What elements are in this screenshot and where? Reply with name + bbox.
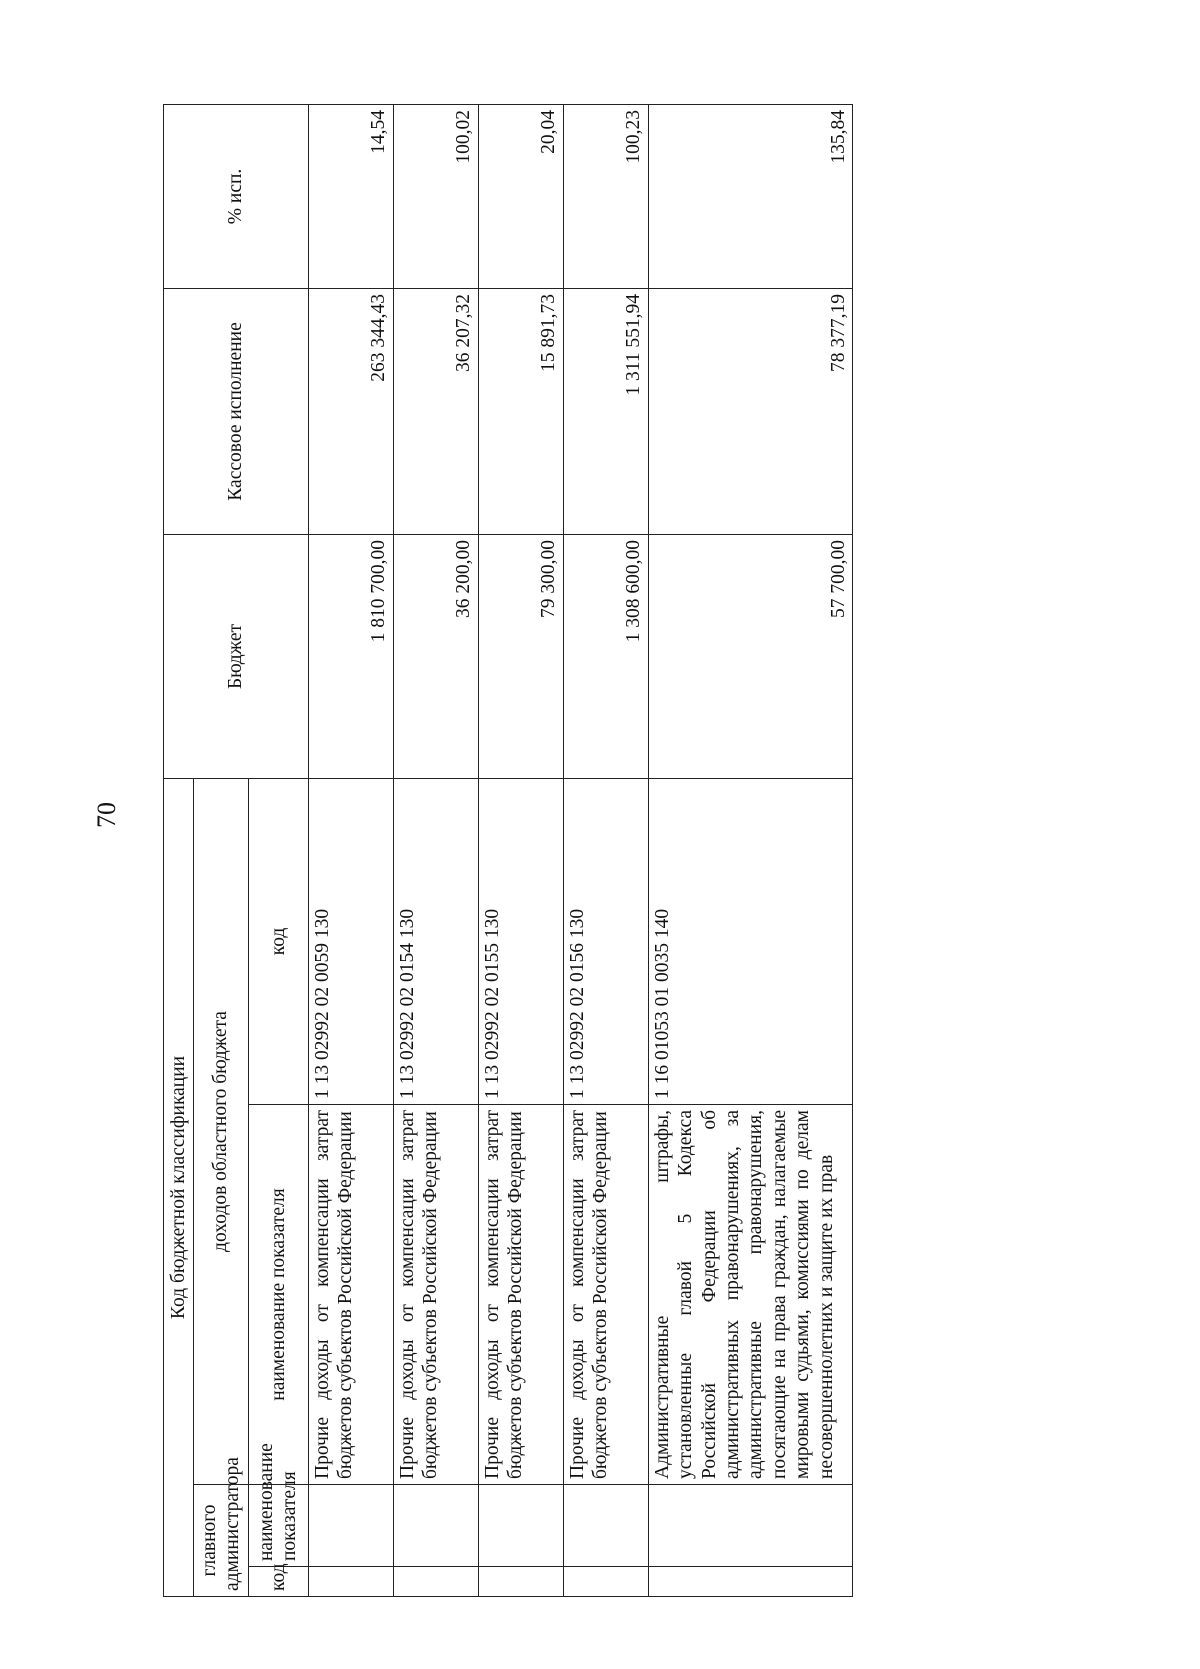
admin-code-cell	[308, 1567, 393, 1597]
admin-name-cell	[393, 1485, 478, 1567]
percent-cell: 20,04	[478, 104, 563, 288]
admin-code-cell	[478, 1567, 563, 1597]
budget-cell: 1 308 600,00	[563, 534, 648, 778]
budget-cell: 79 300,00	[478, 534, 563, 778]
admin-name-cell	[648, 1485, 852, 1567]
admin-code-cell	[648, 1567, 852, 1597]
admin-code-cell	[563, 1567, 648, 1597]
header-budget: Бюджет	[164, 534, 309, 778]
header-main-admin: главного администратора	[194, 1485, 249, 1597]
admin-name-cell	[308, 1485, 393, 1567]
header-classification: Код бюджетной классификации	[164, 778, 194, 1596]
header-indicator-name: наименование показателя	[249, 1105, 309, 1485]
page-number: 70	[92, 802, 121, 828]
execution-cell: 15 891,73	[478, 288, 563, 534]
budget-cell: 36 200,00	[393, 534, 478, 778]
execution-cell: 1 311 551,94	[563, 288, 648, 534]
income-code-cell: 1 16 01053 01 0035 140	[648, 778, 852, 1104]
table-row	[563, 104, 648, 1596]
admin-code-cell	[393, 1567, 478, 1597]
admin-name-cell	[563, 1485, 648, 1567]
execution-cell: 78 377,19	[648, 288, 852, 534]
budget-cell: 57 700,00	[648, 534, 852, 778]
header-percent: % исп.	[164, 104, 309, 288]
rotated-table-container	[163, 105, 853, 1597]
header-regional-income: доходов областного бюджета	[194, 778, 249, 1484]
percent-cell: 135,84	[648, 104, 852, 288]
header-cash-execution: Кассовое исполнение	[164, 288, 309, 534]
income-code-cell: 1 13 02992 02 0059 130	[308, 778, 393, 1104]
income-code-cell: 1 13 02992 02 0154 130	[393, 778, 478, 1104]
percent-cell: 100,02	[393, 104, 478, 288]
income-code-cell: 1 13 02992 02 0156 130	[563, 778, 648, 1104]
header-admin-code: код	[249, 1567, 309, 1597]
header-income-code: код	[249, 778, 309, 1104]
table-row	[648, 104, 852, 1596]
indicator-name-cell: Прочие доходы от компенсации затрат бюджетов субъектов Российской Федерации	[393, 1105, 478, 1485]
indicator-name-cell: Прочие доходы от компенсации затрат бюджетов субъектов Российской Федерации	[563, 1105, 648, 1485]
budget-cell: 1 810 700,00	[308, 534, 393, 778]
admin-name-cell	[478, 1485, 563, 1567]
table-row	[393, 104, 478, 1596]
table-row	[478, 104, 563, 1596]
income-code-cell: 1 13 02992 02 0155 130	[478, 778, 563, 1104]
budget-table	[163, 104, 853, 1597]
indicator-name-cell: Прочие доходы от компенсации затрат бюджетов субъектов Российской Федерации	[478, 1105, 563, 1485]
execution-cell: 36 207,32	[393, 288, 478, 534]
table-row	[308, 104, 393, 1596]
execution-cell: 263 344,43	[308, 288, 393, 534]
indicator-name-cell: Прочие доходы от компенсации затрат бюджетов субъектов Российской Федерации	[308, 1105, 393, 1485]
percent-cell: 100,23	[563, 104, 648, 288]
percent-cell: 14,54	[308, 104, 393, 288]
header-admin-indicator-name: наименование показателя	[249, 1485, 309, 1567]
indicator-name-cell: Административные штрафы, установленные главой 5 Кодекса Российской Федерации об административных правонарушениях, за административные правонарушения, посягающие на права граждан, налагаемые мировыми судьями, комиссиями по делам несовершеннолетних и защите их прав	[648, 1105, 852, 1485]
